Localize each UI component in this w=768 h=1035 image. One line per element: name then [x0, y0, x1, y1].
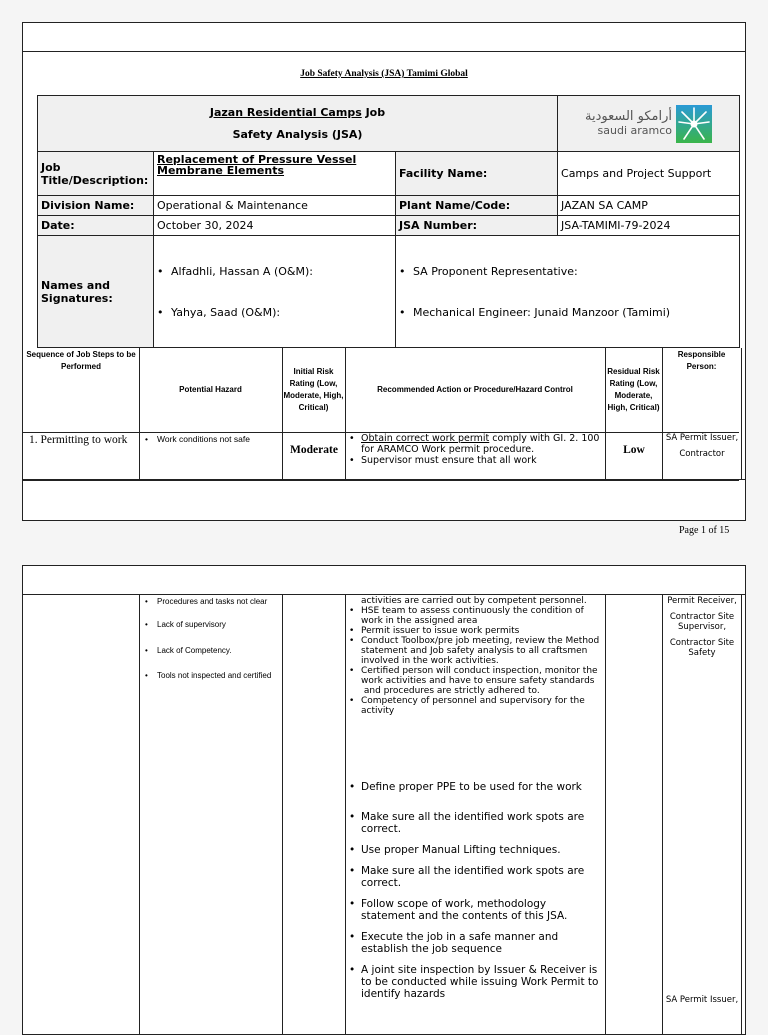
- jsa-header-table: [37, 95, 740, 348]
- column-header-sequence: Sequence of Job Steps to be Performed: [26, 350, 136, 371]
- column-header-action: Recommended Action or Procedure/Hazard Control: [377, 385, 573, 394]
- plant-value: JAZAN SA CAMP: [558, 196, 740, 216]
- column-header-responsible: Responsible Person:: [677, 350, 726, 371]
- hazard-list: [143, 434, 279, 445]
- logo-arabic-text: أرامكو السعودية: [585, 108, 673, 124]
- name-entry: Alfadhli, Hassan A (O&M):: [171, 264, 313, 278]
- table-column-rule: [282, 348, 283, 479]
- column-header-initial-risk: Initial Risk Rating (Low, Moderate, High, Critical): [283, 367, 344, 412]
- responsible-person: SA Permit Issuer, Contractor: [665, 433, 739, 459]
- action-item: • Certified person will conduct inspection, monitor the work activities and have to ensure safety standards: [349, 666, 598, 686]
- table-column-rule: [605, 348, 606, 479]
- hazard-item: • Tools not inspected and certified: [145, 670, 272, 680]
- action-item: • Competency of personnel and supervisory for the activity: [349, 696, 585, 716]
- hazard-item: • Lack of Competency.: [145, 646, 232, 655]
- action-continuation: activities are carried out by competent personnel.: [361, 596, 587, 606]
- date-label: Date:: [38, 216, 154, 236]
- name-entry: Yahya, Saad (O&M):: [171, 305, 281, 319]
- action-item: • Conduct Toolbox/pre job meeting, review the Method statement and Job safety analysis to all craftsmen involved in the work activities.: [349, 636, 600, 666]
- plant-label: Plant Name/Code:: [396, 196, 558, 216]
- page-number: Page 1 of 15: [679, 525, 730, 536]
- document-title: Job Safety Analysis (JSA) Tamimi Global: [300, 69, 468, 79]
- table-column-rule: [282, 594, 283, 1034]
- name-entry: SA Proponent Representative:: [413, 264, 578, 278]
- action-list: [347, 433, 603, 466]
- jsa-number-value: JSA-TAMIMI-79-2024: [558, 216, 740, 236]
- hazard-item: • Lack of supervisory: [145, 619, 226, 629]
- action-list-large: [347, 781, 603, 1000]
- logo-english-text: saudi aramco: [597, 123, 673, 137]
- names-label: Names and Signatures:: [38, 236, 154, 348]
- table-column-rule: [662, 594, 663, 1034]
- job-title-label: Job Title/Description:: [38, 152, 154, 196]
- job-step: 1. Permitting to work: [29, 434, 128, 446]
- table-column-rule: [139, 348, 140, 479]
- header-rule: [23, 51, 745, 52]
- name-entry: Mechanical Engineer: Junaid Manzoor (Tamimi): [413, 305, 671, 319]
- jsa-number-label: JSA Number:: [396, 216, 558, 236]
- initial-risk-value: Moderate: [290, 444, 338, 456]
- hazard-table-header: [23, 348, 741, 432]
- action-item: • Define proper PPE to be used for the work: [349, 781, 582, 793]
- table-column-rule: [345, 348, 346, 479]
- division-label: Division Name:: [38, 196, 154, 216]
- action-continuation: and procedures are strictly adhered to.: [361, 686, 540, 696]
- facility-value: Camps and Project Support: [558, 152, 740, 196]
- action-item: • Supervisor must ensure that all work: [347, 455, 603, 466]
- action-item: • Obtain correct work permit comply with GI. 2. 100 for ARAMCO Work permit procedure.: [347, 433, 603, 455]
- page-2: [22, 565, 746, 1035]
- table-column-rule: [605, 594, 606, 1034]
- header-rule: [23, 594, 745, 595]
- table-rule: [23, 480, 739, 481]
- action-item: • Follow scope of work, methodology statement and the contents of this JSA.: [349, 898, 568, 922]
- names-right: • SA Proponent Representative: • Mechanical Engineer: Junaid Manzoor (Tamimi): [396, 236, 740, 348]
- action-item: • Execute the job in a safe manner and establish the job sequence: [349, 931, 559, 955]
- table-column-rule: [345, 594, 346, 1034]
- division-value: Operational & Maintenance: [154, 196, 396, 216]
- responsible-person: Permit Receiver, Contractor Site Supervisor, Contractor Site Safety: [667, 596, 737, 658]
- action-item: • A joint site inspection by Issuer & Receiver is to be conducted while issuing Work Permit to identify hazards: [349, 964, 599, 1000]
- camp-title: Jazan Residential Camps Job Safety Analysis (JSA): [38, 96, 558, 152]
- page-1: [22, 22, 746, 521]
- table-column-rule: [662, 348, 663, 479]
- date-value: October 30, 2024: [154, 216, 396, 236]
- action-item: • Make sure all the identified work spots are correct.: [349, 811, 585, 835]
- action-list: [347, 596, 603, 716]
- hazard-list: [143, 597, 279, 681]
- residual-risk-value: Low: [623, 444, 645, 456]
- action-item: • HSE team to assess continuously the condition of work in the assigned area: [349, 606, 584, 626]
- action-item: • Permit issuer to issue work permits: [349, 626, 520, 636]
- action-item: • Use proper Manual Lifting techniques.: [349, 844, 561, 856]
- table-column-rule: [741, 348, 742, 479]
- hazard-item: • Work conditions not safe: [143, 434, 279, 445]
- names-left: • Alfadhli, Hassan A (O&M): • Yahya, Saad (O&M):: [154, 236, 396, 348]
- responsible-person: SA Permit Issuer,: [665, 995, 739, 1005]
- job-title-value: Replacement of Pressure Vessel Membrane Elements: [154, 152, 396, 196]
- facility-label: Facility Name:: [396, 152, 558, 196]
- footer-rule: [23, 479, 745, 480]
- table-column-rule: [741, 594, 742, 1034]
- table-column-rule: [139, 594, 140, 1034]
- action-item: • Make sure all the identified work spots are correct.: [349, 865, 585, 889]
- column-header-hazard: Potential Hazard: [179, 385, 242, 394]
- hazard-item: • Procedures and tasks not clear: [145, 597, 268, 606]
- column-header-residual-risk: Residual Risk Rating (Low, Moderate, High, Critical): [607, 367, 660, 412]
- aramco-logo: [558, 96, 740, 152]
- aramco-star-icon: [676, 105, 712, 143]
